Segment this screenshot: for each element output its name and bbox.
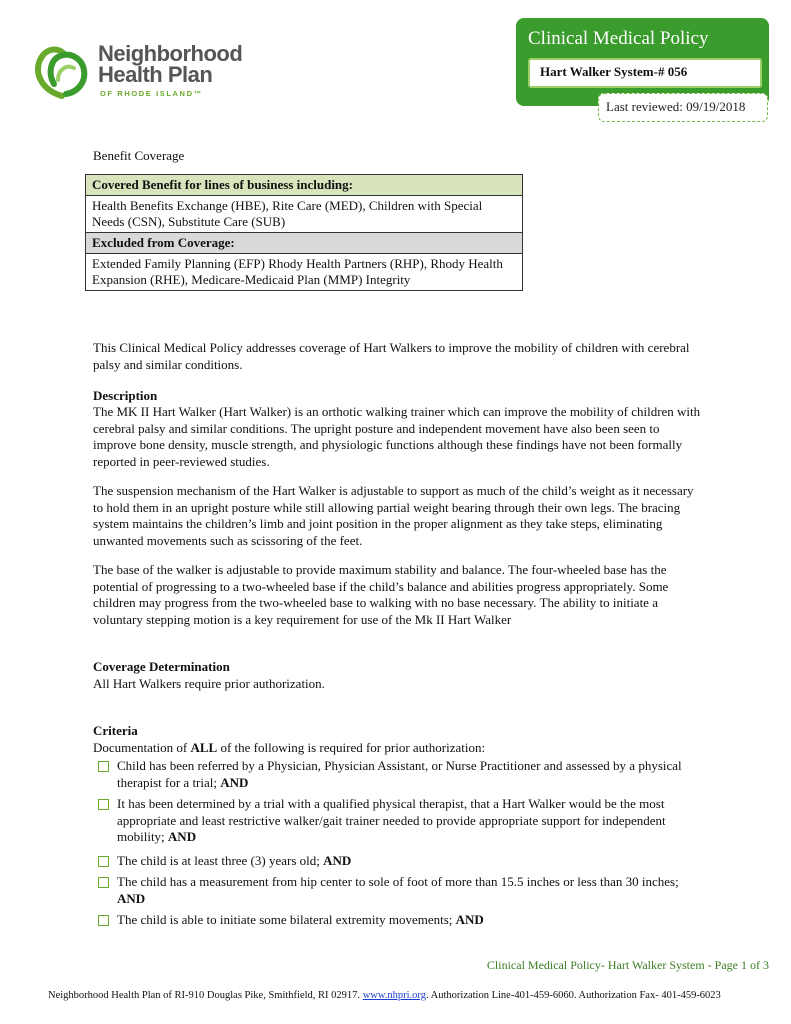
criteria-item-bold: AND <box>455 912 484 927</box>
criteria-intro <box>93 740 703 757</box>
criteria-item-text <box>117 758 707 791</box>
nhp-logo <box>32 40 242 102</box>
checkbox-icon <box>98 877 109 888</box>
checkbox-icon <box>98 761 109 772</box>
address-footer <box>48 990 721 1001</box>
description-paragraph-1: The MK II Hart Walker (Hart Walker) is an orthotic walking trainer which can improve the mobility of children with cerebral palsy and similar conditions. The upright posture and independent movement have also been seen to improve bone density, muscle strength, and physiologic functions although these findings have not been formally reported in peer-reviewed studies. <box>93 404 701 469</box>
description-heading: Description <box>93 388 158 403</box>
description-paragraph-3: The base of the walker is adjustable to provide maximum stability and balance. The four-wheeled base has the potential of progressing to a two-wheeled base if the child’s balance and abilities progress appropriately. Some children may progress from the two-wheeled base to walking with no base necessary. The ability to initiate a voluntary stepping motion is a key requirement for use of the Mk II Hart Walker <box>93 562 669 627</box>
logo-wordmark <box>98 43 242 85</box>
criteria-intro-bold: ALL <box>190 740 218 755</box>
website-link[interactable]: www.nhpri.org <box>362 990 426 1001</box>
criteria-heading: Criteria <box>93 723 138 738</box>
criteria-item-main: The child is at least three (3) years old; <box>117 853 324 868</box>
description-paragraph-2: The suspension mechanism of the Hart Walker is adjustable to support as much of the child’s weight as it necessary to hold them in an upright posture while still allowing partial weight bearing through their own legs. The bracing system maintains the children’s limb and joint position in the proper alignment as they take steps, eliminating unwanted movements such as scissoring of the feet. <box>93 483 694 548</box>
criteria-item-bold: AND <box>323 853 352 868</box>
criteria-intro-b: of the following is required for prior authorization: <box>217 740 486 755</box>
intro-paragraph: This Clinical Medical Policy addresses coverage of Hart Walkers to improve the mobility of children with cerebral palsy and similar conditions. <box>93 340 690 372</box>
benefit-coverage-table <box>85 174 523 291</box>
address-text-b: . Authorization Line-401-459-6060. Authorization Fax- 401-459-6023 <box>425 990 721 1001</box>
coverage-text: All Hart Walkers require prior authorization. <box>93 676 325 691</box>
criteria-item-main: The child has a measurement from hip center to sole of foot of more than 15.5 inches or less than 30 inches; <box>117 874 679 889</box>
criteria-item-text <box>117 796 707 846</box>
policy-name: Hart Walker System-# 056 <box>540 64 688 79</box>
logo-tagline: OF RHODE ISLAND™ <box>100 89 203 98</box>
logo-line2: Health Plan <box>98 62 213 87</box>
review-date: Last reviewed: 09/19/2018 <box>606 99 746 114</box>
coverage-heading: Coverage Determination <box>93 659 230 674</box>
page-footer: Clinical Medical Policy- Hart Walker System - Page 1 of 3 <box>486 958 769 972</box>
covered-lines: Health Benefits Exchange (HBE), Rite Care (MED), Children with Special Needs (CSN), Substitute Care (SUB) <box>86 196 523 233</box>
address-text-a: Neighborhood Health Plan of RI-910 Douglas Pike, Smithfield, RI 02917. <box>48 990 363 1001</box>
table-row <box>86 196 523 233</box>
criteria-item-main: Child has been referred by a Physician, Physician Assistant, or Nurse Practitioner and assessed by a physical therapist for a trial; <box>117 758 682 790</box>
criteria-item-bold: AND <box>117 890 146 906</box>
nhp-logo-icon <box>32 40 94 102</box>
logo-line1: Neighborhood <box>98 41 243 66</box>
criteria-item-main: The child is able to initiate some bilateral extremity movements; <box>117 912 456 927</box>
checkbox-icon <box>98 799 109 810</box>
table-row <box>86 254 523 291</box>
criteria-item-bold: AND <box>167 829 197 844</box>
checkbox-icon <box>98 915 109 926</box>
criteria-item-bold: AND <box>220 774 249 790</box>
criteria-item-text <box>117 912 707 929</box>
checkbox-icon <box>98 856 109 867</box>
benefit-coverage-title: Benefit Coverage <box>93 148 185 163</box>
policy-title: Clinical Medical Policy <box>528 28 709 49</box>
excluded-header: Excluded from Coverage: <box>86 233 523 254</box>
table-row <box>86 233 523 254</box>
criteria-item-text <box>117 853 707 870</box>
excluded-lines: Extended Family Planning (EFP) Rhody Health Partners (RHP), Rhody Health Expansion (RHE), Medicare-Medicaid Plan (MMP) Integrity <box>86 254 523 291</box>
criteria-item-text <box>117 874 707 907</box>
criteria-item-main: It has been determined by a trial with a qualified physical therapist, that a Hart Walker would be the most appropriate and least restrictive walker/gait trainer needed to provide appropriate support for independent mobility; <box>117 796 666 844</box>
criteria-intro-a: Documentation of <box>93 740 191 755</box>
table-row <box>86 175 523 196</box>
covered-header: Covered Benefit for lines of business including: <box>86 175 523 196</box>
